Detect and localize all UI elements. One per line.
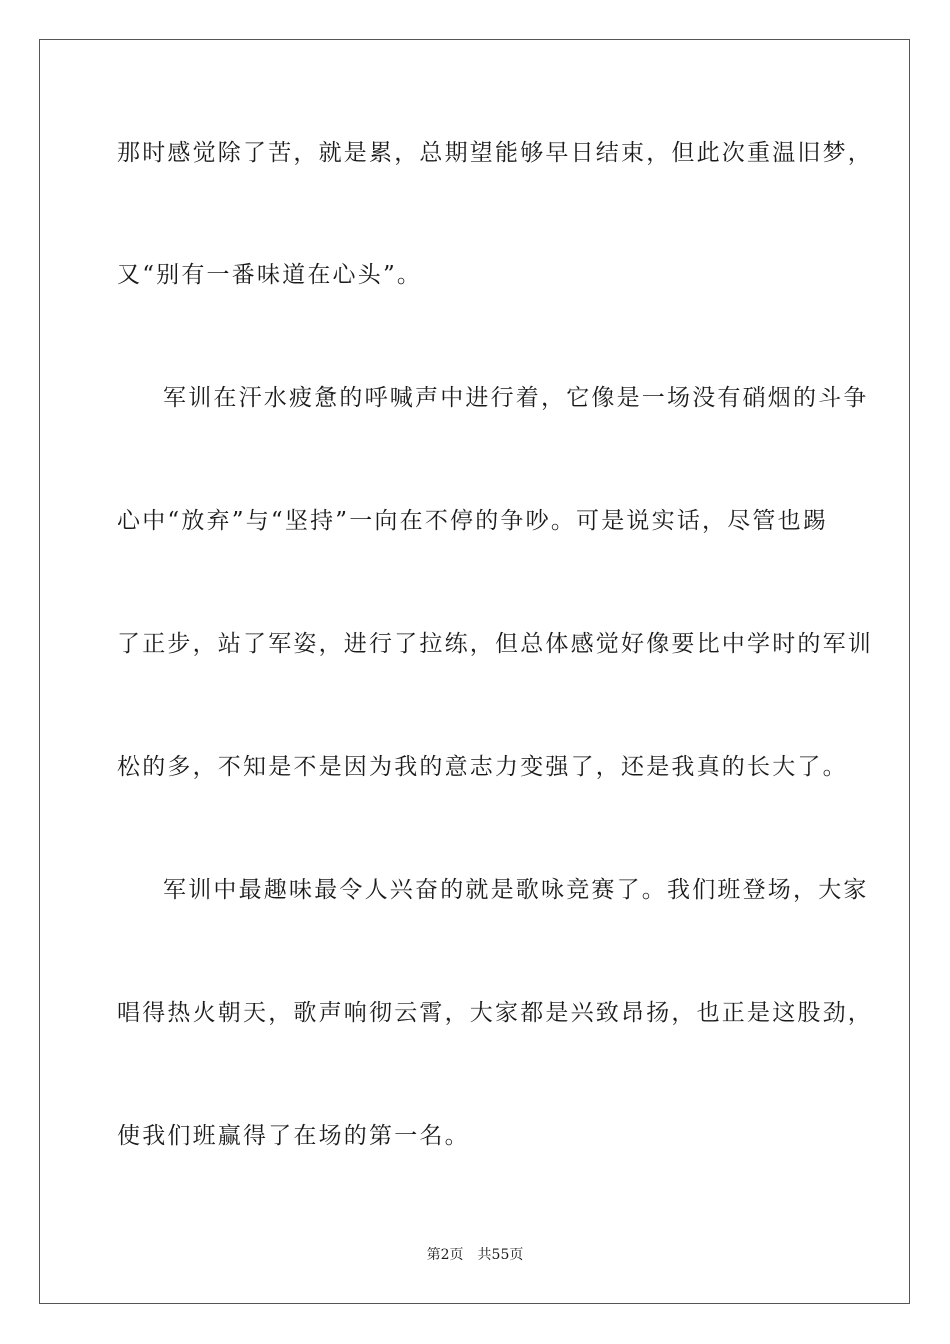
page-footer: [0, 1246, 950, 1264]
page-total: 共55页: [477, 1247, 524, 1263]
text-line: 心中“放弃”与“坚持”一向在不停的争吵。可是说实话，尽管也踢: [117, 508, 829, 534]
text-line: 唱得热火朝天，歌声响彻云霄，大家都是兴致昂扬，也正是这股劲，: [117, 1000, 873, 1026]
text-line: 那时感觉除了苦，就是累，总期望能够早日结束，但此次重温旧梦，: [117, 140, 873, 166]
page-frame: [39, 39, 910, 1304]
paragraph-first-line: 军训中最趣味最令人兴奋的就是歌咏竞赛了。我们班登场，大家: [163, 877, 869, 903]
text-line: 使我们班赢得了在场的第一名。: [117, 1123, 470, 1149]
page-number: 第2页: [426, 1247, 464, 1263]
text-line: 了正步，站了军姿，进行了拉练，但总体感觉好像要比中学时的军训: [117, 631, 873, 657]
paragraph-first-line: 军训在汗水疲惫的呼喊声中进行着，它像是一场没有硝烟的斗争: [163, 385, 869, 411]
text-line: 又“别有一番味道在心头”。: [117, 262, 423, 288]
text-line: 松的多，不知是不是因为我的意志力变强了，还是我真的长大了。: [117, 754, 848, 780]
